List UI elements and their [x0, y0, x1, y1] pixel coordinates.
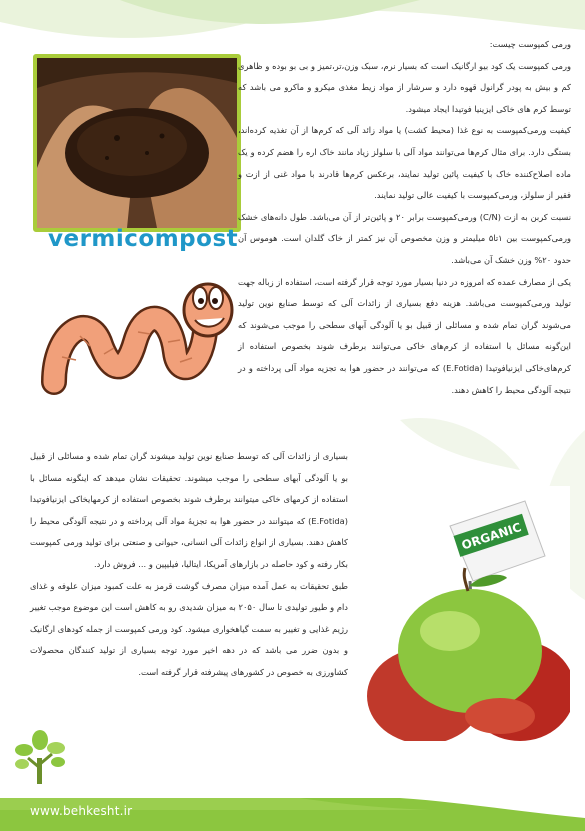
- paragraph: بسیاری از زائدات آلی که توسط صنایع نوین تولید میشوند گران تمام شده و مسائلی از قبیل بو یا آلودگی آبهای سطحی را موجب میشوند. تحقیقات نشان میدهد که اینگونه مسائل با استفاده از کرمهای خاکی میتوانند برطرف شوند بخصوص استفاده از کرمهایخاکی ایزنیافوتیدا (E.Fotida) که میتوانند در حضور هوا به تجزیهٔ مواد آلی پرداخته و در نتیجه آلودگی محیط را کاهش دهند. بسیاری از انواع زائدات آلی انسانی، حیوانی و صنعتی برای تولید ورمی کمپوست بکار رفته و کود حاصله در بازارهای آمریکا، ایتالیا، فیلیپین و ... فروش دارد.: [30, 451, 348, 569]
- cartoon-worm: [40, 262, 240, 402]
- tree-logo-icon: [10, 728, 70, 788]
- paragraph: یکی از مصارف عمده که امروزه در دنیا بسیار مورد توجه قرار گرفته است، استفاده از زباله جهت تولید ورمی‌کمپوست می‌باشد. هزینه دفع بسیاری از زائدات آلی که توسط صنایع نوین تولید می‌شوند گران تمام شده و مسائلی از قبیل بو یا آلودگی آبهای سطحی را موجب می‌شوند که این‌گونه مسائل با استفاده از کرم‌های خاکی می‌توانند برطرف شوند بخصوص استفاده از کرم‌های‌خاکی ایزنیافوتیدا (E.Fotida) که می‌توانند در حضور هوا به تجزیه مواد آلی پرداخته و در نتیجه آلودگی محیط را کاهش دهند.: [238, 276, 571, 395]
- organic-tag-text: ORGANIC: [459, 520, 524, 553]
- article-section-2: [30, 446, 348, 684]
- section-heading: ورمی کمپوست چیست:: [489, 39, 571, 49]
- website-url[interactable]: www.behkesht.ir: [30, 804, 133, 818]
- paragraph: کیفیت ورمی‌کمپوست به نوع غذا (محیط کشت) یا مواد زائد آلی که کرم‌ها از آن تغذیه کرده‌اند، بستگی دارد. برای مثال کرم‌ها می‌توانند مواد آلی با سلولز زیاد مانند خاک اره را هضم کرده و یک ماده اصلاح‌کننده خاک با کیفیت پائین تولید نمایند، برعکس کرم‌ها قادرند با مواد غنی از ازت و فقیر از سلولز، ورمی‌کمپوست با کیفیت عالی تولید نمایند.: [238, 125, 571, 201]
- soil-hands-photo: [33, 54, 241, 232]
- organic-apples-photo: [365, 486, 570, 741]
- paragraph: ورمی کمپوست یک کود بیو ارگانیک است که بسیار نرم، سبک وزن،تر،تمیز و بی بو بوده و ظاهری کم و بیش به پودر گرانول قهوه دارد و سرشار از مواد زیط مغذی میکرو و ماکرو می باشد که توسط کرم های خاکی ایزینیا فوتیدا ایجاد میشود.: [238, 60, 571, 114]
- paragraph: طبق تحقیقات به عمل آمده میزان مصرف گوشت قرمز به علت کمبود میزان علوفه و غذای دام و طیور تولیدی تا سال ۲۰۵۰ به میزان شدیدی رو به کاهش است این موضوع موجب تغییر رژیم غذایی و تغییر به سمت گیاهخواری میشود. کود ورمی کمپوست از جمله کودهای ارگانیک و بدون ضرر می باشد که در دهه اخیر مورد توجه بسیاری از تولید کنندگان محصولات کشاورزی به خصوص در کشورهای پیشرفته قرار گرفته است.: [30, 580, 348, 677]
- paragraph: نسبت کربن به ازت (C/N) ورمی‌کمپوست برابر ۲۰ و پائین‌تر از آن می‌باشد. طول دانه‌های خشک ورمی‌کمپوست بین ۱تا۵ میلیمتر و وزن مخصوص آن نیز کمتر از خاک گلدان است. هوموس آن حدود ۲۰% وزن خشک آن می‌باشد.: [238, 211, 571, 265]
- vermicompost-brand-text: vermicompost: [48, 226, 239, 252]
- article-section-1: [238, 34, 571, 401]
